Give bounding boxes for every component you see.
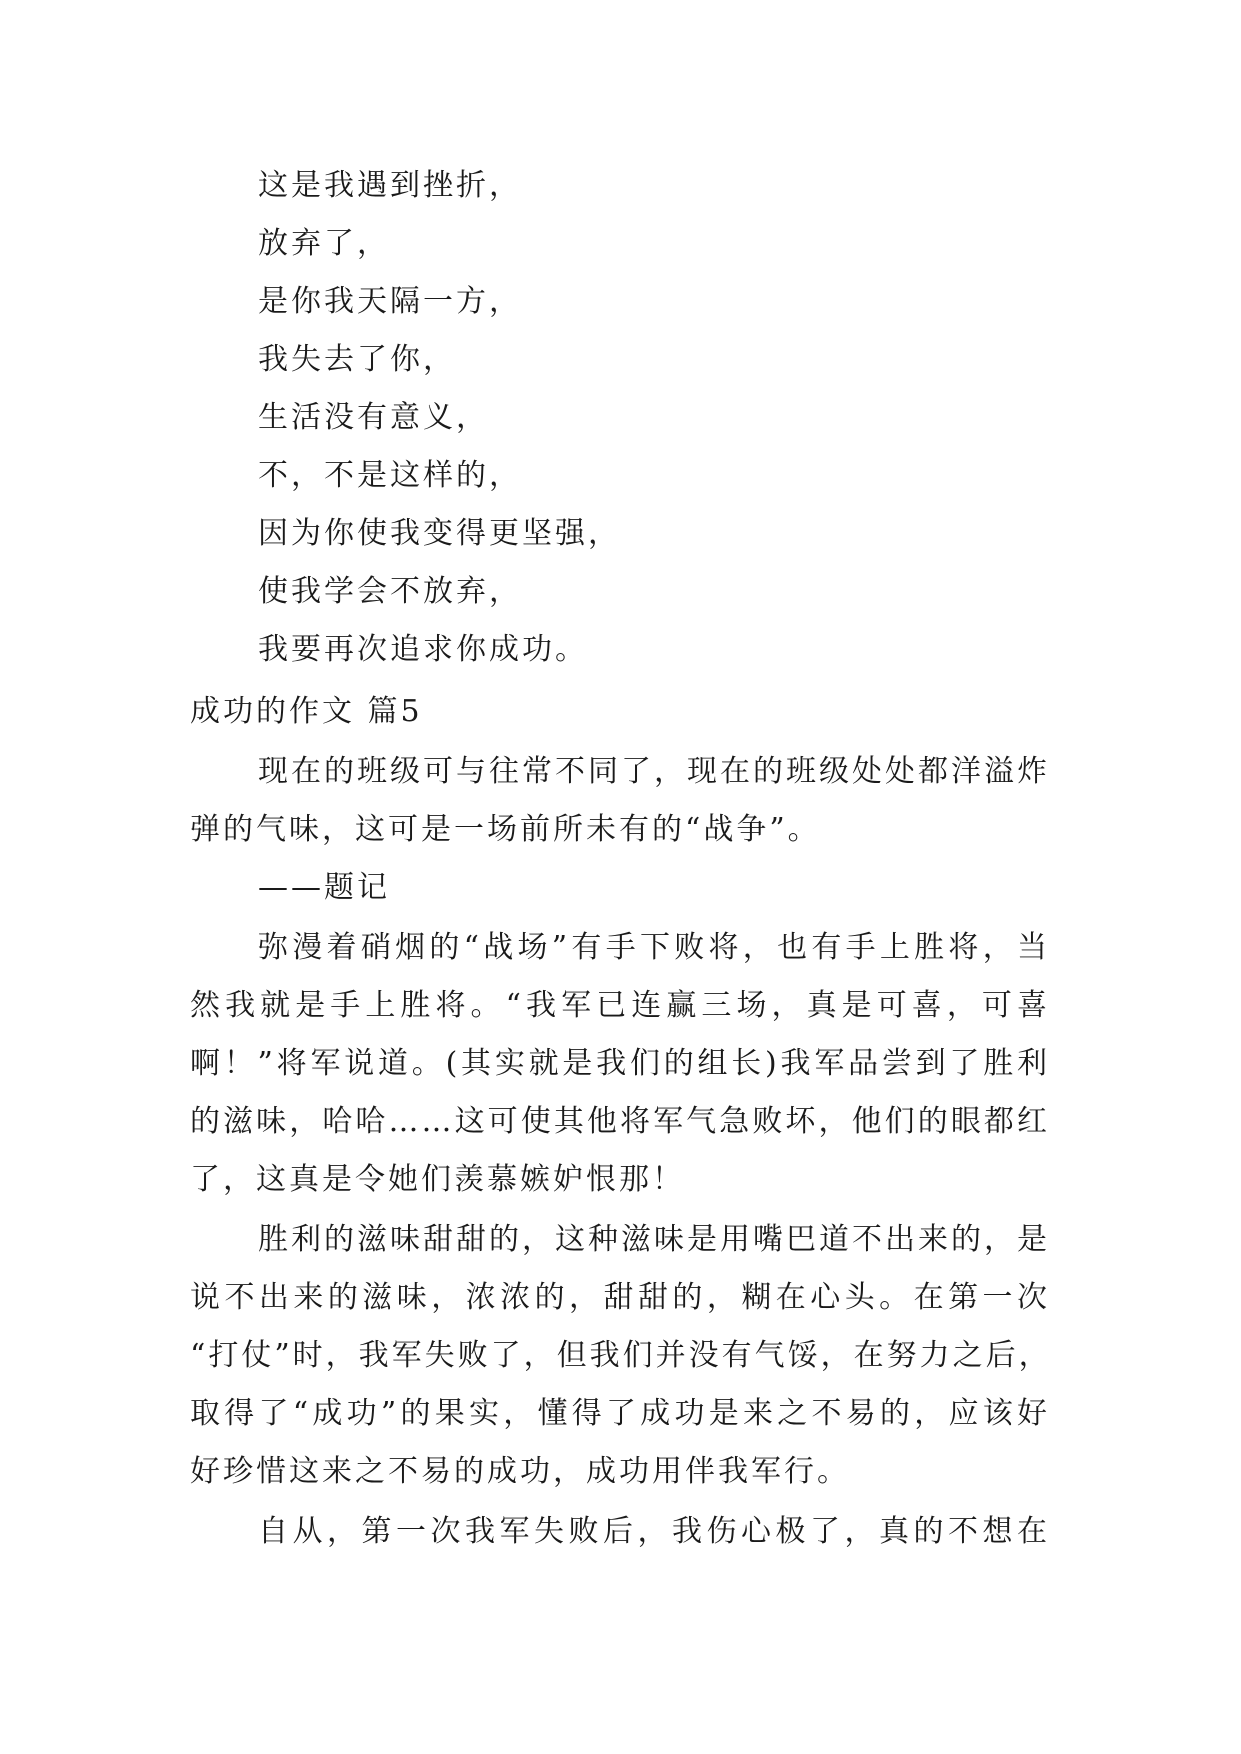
poem-line: 不，不是这样的，: [258, 458, 522, 493]
paragraph-line: 取得了“成功”的果实，懂得了成功是来之不易的，应该好: [190, 1396, 1050, 1431]
poem-line: 放弃了，: [258, 226, 390, 261]
section-heading: 成功的作文 篇5: [190, 694, 423, 729]
epigraph-attribution: ——题记: [258, 870, 390, 905]
poem-line: 因为你使我变得更坚强，: [258, 516, 621, 551]
poem-line: 生活没有意义，: [258, 400, 489, 435]
paragraph-line: 胜利的滋味甜甜的，这种滋味是用嘴巴道不出来的，是: [258, 1222, 1050, 1257]
paragraph-line: 的滋味，哈哈……这可使其他将军气急败坏，他们的眼都红: [190, 1104, 1050, 1139]
poem-line: 我失去了你，: [258, 342, 456, 377]
paragraph-line: 弹的气味，这可是一场前所未有的“战争”。: [190, 812, 821, 847]
paragraph-line: 了，这真是令她们羡慕嫉妒恨那！: [190, 1162, 685, 1197]
paragraph-line: 好珍惜这来之不易的成功，成功用伴我军行。: [190, 1454, 850, 1489]
paragraph-line: 说不出来的滋味，浓浓的，甜甜的，糊在心头。在第一次: [190, 1280, 1050, 1315]
poem-line: 使我学会不放弃，: [258, 574, 522, 609]
poem-line: 是你我天隔一方，: [258, 284, 522, 319]
paragraph-line: 啊！”将军说道。(其实就是我们的组长)我军品尝到了胜利: [190, 1046, 1050, 1081]
paragraph-line: 自从，第一次我军失败后，我伤心极了，真的不想在: [258, 1514, 1050, 1549]
paragraph-line: 弥漫着硝烟的“战场”有手下败将，也有手上胜将，当: [258, 930, 1050, 965]
paragraph-line: 现在的班级可与往常不同了，现在的班级处处都洋溢炸: [258, 754, 1050, 789]
paragraph-line: “打仗”时，我军失败了，但我们并没有气馁，在努力之后，: [190, 1338, 1052, 1373]
poem-line: 这是我遇到挫折，: [258, 168, 522, 203]
poem-line: 我要再次追求你成功。: [258, 632, 588, 667]
paragraph-line: 然我就是手上胜将。“我军已连赢三场，真是可喜，可喜: [190, 988, 1050, 1023]
